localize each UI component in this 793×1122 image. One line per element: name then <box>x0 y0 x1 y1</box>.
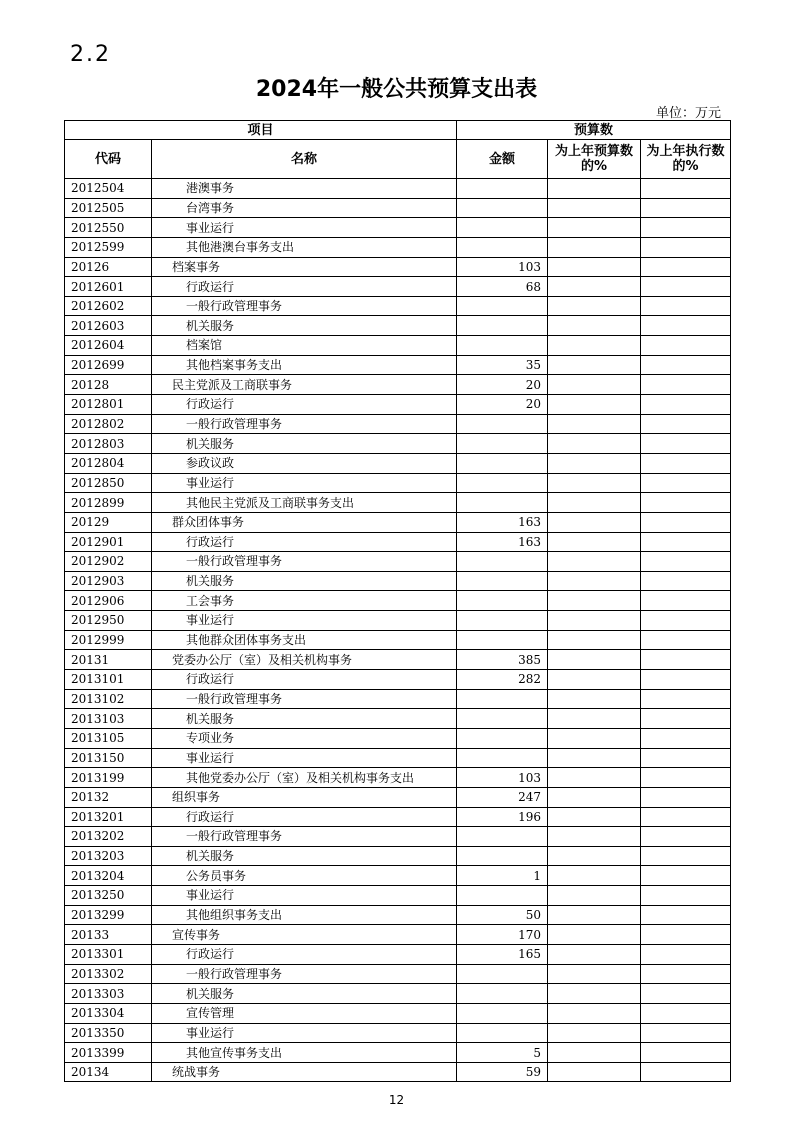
code-cell: 20134 <box>65 1062 152 1082</box>
table-body <box>65 179 731 1082</box>
name-cell: 其他宣传事务支出 <box>152 1043 457 1063</box>
pct-exec-cell <box>641 925 731 945</box>
pct-budget-cell <box>548 630 641 650</box>
table-row <box>65 846 731 866</box>
table-row <box>65 768 731 788</box>
table-row <box>65 866 731 886</box>
pct-exec-cell <box>641 866 731 886</box>
code-cell: 2013202 <box>65 827 152 847</box>
amount-cell <box>457 827 548 847</box>
header-project: 项目 <box>65 121 457 140</box>
amount-cell <box>457 493 548 513</box>
pct-budget-cell <box>548 964 641 984</box>
name-cell: 行政运行 <box>152 670 457 690</box>
pct-exec-cell <box>641 1062 731 1082</box>
name-cell: 宣传管理 <box>152 1003 457 1023</box>
pct-exec-cell <box>641 277 731 297</box>
amount-cell <box>457 748 548 768</box>
code-cell: 2012601 <box>65 277 152 297</box>
code-cell: 2013201 <box>65 807 152 827</box>
pct-budget-cell <box>548 414 641 434</box>
amount-cell <box>457 237 548 257</box>
pct-exec-cell <box>641 414 731 434</box>
table-row <box>65 591 731 611</box>
pct-budget-cell <box>548 512 641 532</box>
pct-exec-cell <box>641 493 731 513</box>
name-cell: 机关服务 <box>152 571 457 591</box>
name-cell: 事业运行 <box>152 218 457 238</box>
code-cell: 2012899 <box>65 493 152 513</box>
amount-cell: 103 <box>457 768 548 788</box>
name-cell: 台湾事务 <box>152 198 457 218</box>
pct-exec-cell <box>641 512 731 532</box>
amount-cell <box>457 571 548 591</box>
name-cell: 事业运行 <box>152 611 457 631</box>
pct-exec-cell <box>641 630 731 650</box>
table-row <box>65 944 731 964</box>
name-cell: 组织事务 <box>152 787 457 807</box>
pct-exec-cell <box>641 591 731 611</box>
name-cell: 行政运行 <box>152 807 457 827</box>
code-cell: 2013304 <box>65 1003 152 1023</box>
pct-budget-cell <box>548 984 641 1004</box>
table-row <box>65 748 731 768</box>
pct-exec-cell <box>641 905 731 925</box>
amount-cell <box>457 414 548 434</box>
pct-budget-cell <box>548 257 641 277</box>
amount-cell <box>457 453 548 473</box>
pct-budget-cell <box>548 905 641 925</box>
code-cell: 2012599 <box>65 237 152 257</box>
pct-exec-cell <box>641 237 731 257</box>
amount-cell: 163 <box>457 512 548 532</box>
code-cell: 2013204 <box>65 866 152 886</box>
table-row <box>65 984 731 1004</box>
name-cell: 一般行政管理事务 <box>152 552 457 572</box>
table-row <box>65 709 731 729</box>
pct-budget-cell <box>548 611 641 631</box>
name-cell: 群众团体事务 <box>152 512 457 532</box>
name-cell: 港澳事务 <box>152 179 457 199</box>
amount-cell <box>457 728 548 748</box>
table-row <box>65 689 731 709</box>
name-cell: 其他档案事务支出 <box>152 355 457 375</box>
code-cell: 2012901 <box>65 532 152 552</box>
table-row <box>65 375 731 395</box>
code-cell: 2013105 <box>65 728 152 748</box>
code-cell: 2013399 <box>65 1043 152 1063</box>
pct-budget-cell <box>548 787 641 807</box>
code-cell: 2012999 <box>65 630 152 650</box>
pct-budget-cell <box>548 218 641 238</box>
amount-cell <box>457 198 548 218</box>
amount-cell <box>457 434 548 454</box>
amount-cell: 103 <box>457 257 548 277</box>
code-cell: 2013350 <box>65 1023 152 1043</box>
pct-budget-cell <box>548 709 641 729</box>
section-number: 2.2 <box>70 42 111 67</box>
table-row <box>65 1043 731 1063</box>
pct-exec-cell <box>641 944 731 964</box>
name-cell: 一般行政管理事务 <box>152 827 457 847</box>
pct-exec-cell <box>641 552 731 572</box>
code-cell: 2013103 <box>65 709 152 729</box>
table-row <box>65 277 731 297</box>
pct-exec-cell <box>641 434 731 454</box>
amount-cell <box>457 846 548 866</box>
code-cell: 20132 <box>65 787 152 807</box>
name-cell: 一般行政管理事务 <box>152 964 457 984</box>
pct-budget-cell <box>548 650 641 670</box>
name-cell: 事业运行 <box>152 1023 457 1043</box>
page-number: 12 <box>388 1093 405 1107</box>
table-row <box>65 1023 731 1043</box>
name-cell: 机关服务 <box>152 709 457 729</box>
pct-exec-cell <box>641 296 731 316</box>
table-row <box>65 1003 731 1023</box>
table-row <box>65 807 731 827</box>
table-row <box>65 630 731 650</box>
code-cell: 2013101 <box>65 670 152 690</box>
name-cell: 其他港澳台事务支出 <box>152 237 457 257</box>
pct-exec-cell <box>641 964 731 984</box>
table-row <box>65 395 731 415</box>
table-row <box>65 512 731 532</box>
pct-budget-cell <box>548 552 641 572</box>
code-cell: 2013250 <box>65 886 152 906</box>
code-cell: 2012604 <box>65 336 152 356</box>
name-cell: 其他组织事务支出 <box>152 905 457 925</box>
pct-budget-cell <box>548 532 641 552</box>
amount-cell: 1 <box>457 866 548 886</box>
code-cell: 2012903 <box>65 571 152 591</box>
pct-budget-cell <box>548 198 641 218</box>
pct-budget-cell <box>548 768 641 788</box>
table-row <box>65 355 731 375</box>
table-row <box>65 453 731 473</box>
pct-budget-cell <box>548 395 641 415</box>
pct-budget-cell <box>548 473 641 493</box>
amount-cell <box>457 984 548 1004</box>
amount-cell: 59 <box>457 1062 548 1082</box>
amount-cell: 282 <box>457 670 548 690</box>
pct-exec-cell <box>641 650 731 670</box>
name-cell: 公务员事务 <box>152 866 457 886</box>
code-cell: 2013303 <box>65 984 152 1004</box>
code-cell: 2012603 <box>65 316 152 336</box>
pct-budget-cell <box>548 748 641 768</box>
name-cell: 机关服务 <box>152 434 457 454</box>
pct-budget-cell <box>548 375 641 395</box>
name-cell: 宣传事务 <box>152 925 457 945</box>
amount-cell: 165 <box>457 944 548 964</box>
name-cell: 专项业务 <box>152 728 457 748</box>
pct-budget-cell <box>548 336 641 356</box>
pct-exec-cell <box>641 395 731 415</box>
pct-exec-cell <box>641 709 731 729</box>
name-cell: 档案事务 <box>152 257 457 277</box>
pct-exec-cell <box>641 787 731 807</box>
header-budget: 预算数 <box>457 121 731 140</box>
pct-exec-cell <box>641 689 731 709</box>
pct-budget-cell <box>548 296 641 316</box>
name-cell: 党委办公厅（室）及相关机构事务 <box>152 650 457 670</box>
code-cell: 2013301 <box>65 944 152 964</box>
code-cell: 20133 <box>65 925 152 945</box>
amount-cell <box>457 316 548 336</box>
code-cell: 20126 <box>65 257 152 277</box>
name-cell: 其他党委办公厅（室）及相关机构事务支出 <box>152 768 457 788</box>
name-cell: 其他群众团体事务支出 <box>152 630 457 650</box>
pct-budget-cell <box>548 846 641 866</box>
table-row <box>65 571 731 591</box>
pct-budget-cell <box>548 355 641 375</box>
code-cell: 2012850 <box>65 473 152 493</box>
table-row <box>65 728 731 748</box>
unit-label: 单位：万元 <box>655 106 721 121</box>
pct-exec-cell <box>641 886 731 906</box>
header-pct-last-budget: 为上年预算数的% <box>548 140 641 179</box>
pct-budget-cell <box>548 434 641 454</box>
pct-budget-cell <box>548 807 641 827</box>
page-title: 2024年一般公共预算支出表 <box>255 77 538 102</box>
table-row <box>65 296 731 316</box>
pct-exec-cell <box>641 453 731 473</box>
budget-table <box>64 120 731 1082</box>
code-cell: 2012804 <box>65 453 152 473</box>
code-cell: 20129 <box>65 512 152 532</box>
pct-budget-cell <box>548 689 641 709</box>
table-row <box>65 237 731 257</box>
code-cell: 2012550 <box>65 218 152 238</box>
name-cell: 一般行政管理事务 <box>152 689 457 709</box>
pct-exec-cell <box>641 355 731 375</box>
pct-budget-cell <box>548 944 641 964</box>
pct-exec-cell <box>641 748 731 768</box>
code-cell: 2012699 <box>65 355 152 375</box>
pct-exec-cell <box>641 532 731 552</box>
pct-exec-cell <box>641 768 731 788</box>
amount-cell <box>457 630 548 650</box>
code-cell: 2012802 <box>65 414 152 434</box>
amount-cell: 170 <box>457 925 548 945</box>
table-row <box>65 414 731 434</box>
pct-budget-cell <box>548 493 641 513</box>
pct-budget-cell <box>548 571 641 591</box>
name-cell: 事业运行 <box>152 748 457 768</box>
code-cell: 2012504 <box>65 179 152 199</box>
pct-exec-cell <box>641 218 731 238</box>
table-row <box>65 964 731 984</box>
amount-cell: 20 <box>457 375 548 395</box>
pct-budget-cell <box>548 1043 641 1063</box>
name-cell: 档案馆 <box>152 336 457 356</box>
pct-budget-cell <box>548 316 641 336</box>
pct-exec-cell <box>641 827 731 847</box>
amount-cell <box>457 689 548 709</box>
amount-cell <box>457 591 548 611</box>
pct-exec-cell <box>641 375 731 395</box>
pct-budget-cell <box>548 728 641 748</box>
amount-cell: 35 <box>457 355 548 375</box>
name-cell: 工会事务 <box>152 591 457 611</box>
pct-exec-cell <box>641 1023 731 1043</box>
pct-budget-cell <box>548 179 641 199</box>
table-row <box>65 179 731 199</box>
pct-exec-cell <box>641 728 731 748</box>
table-row <box>65 787 731 807</box>
amount-cell <box>457 218 548 238</box>
name-cell: 其他民主党派及工商联事务支出 <box>152 493 457 513</box>
amount-cell: 68 <box>457 277 548 297</box>
amount-cell: 247 <box>457 787 548 807</box>
code-cell: 2013199 <box>65 768 152 788</box>
table-row <box>65 336 731 356</box>
table-row <box>65 827 731 847</box>
code-cell: 2013102 <box>65 689 152 709</box>
table-row <box>65 198 731 218</box>
pct-exec-cell <box>641 1003 731 1023</box>
pct-exec-cell <box>641 670 731 690</box>
table-row <box>65 552 731 572</box>
amount-cell <box>457 964 548 984</box>
code-cell: 2012505 <box>65 198 152 218</box>
pct-exec-cell <box>641 257 731 277</box>
code-cell: 2012902 <box>65 552 152 572</box>
amount-cell <box>457 611 548 631</box>
pct-exec-cell <box>641 473 731 493</box>
pct-budget-cell <box>548 1023 641 1043</box>
code-cell: 2012801 <box>65 395 152 415</box>
table-row <box>65 650 731 670</box>
pct-exec-cell <box>641 316 731 336</box>
table-row <box>65 316 731 336</box>
name-cell: 行政运行 <box>152 532 457 552</box>
table-row <box>65 925 731 945</box>
pct-budget-cell <box>548 670 641 690</box>
pct-exec-cell <box>641 1043 731 1063</box>
name-cell: 民主党派及工商联事务 <box>152 375 457 395</box>
code-cell: 2012602 <box>65 296 152 316</box>
pct-exec-cell <box>641 984 731 1004</box>
pct-budget-cell <box>548 866 641 886</box>
pct-budget-cell <box>548 453 641 473</box>
code-cell: 2012906 <box>65 591 152 611</box>
pct-budget-cell <box>548 277 641 297</box>
table-row <box>65 886 731 906</box>
amount-cell <box>457 1003 548 1023</box>
table-row <box>65 218 731 238</box>
pct-exec-cell <box>641 179 731 199</box>
amount-cell <box>457 473 548 493</box>
name-cell: 统战事务 <box>152 1062 457 1082</box>
table-row <box>65 670 731 690</box>
pct-exec-cell <box>641 611 731 631</box>
amount-cell: 196 <box>457 807 548 827</box>
table-row <box>65 532 731 552</box>
header-code: 代码 <box>65 140 152 179</box>
table-row <box>65 611 731 631</box>
pct-exec-cell <box>641 807 731 827</box>
code-cell: 2013203 <box>65 846 152 866</box>
name-cell: 行政运行 <box>152 395 457 415</box>
table-row <box>65 434 731 454</box>
amount-cell: 20 <box>457 395 548 415</box>
code-cell: 2012803 <box>65 434 152 454</box>
code-cell: 2013150 <box>65 748 152 768</box>
amount-cell: 163 <box>457 532 548 552</box>
name-cell: 一般行政管理事务 <box>152 414 457 434</box>
pct-budget-cell <box>548 237 641 257</box>
header-pct-last-exec: 为上年执行数的% <box>641 140 731 179</box>
pct-budget-cell <box>548 827 641 847</box>
pct-budget-cell <box>548 1062 641 1082</box>
name-cell: 参政议政 <box>152 453 457 473</box>
code-cell: 2012950 <box>65 611 152 631</box>
header-name: 名称 <box>152 140 457 179</box>
code-cell: 20128 <box>65 375 152 395</box>
amount-cell: 50 <box>457 905 548 925</box>
name-cell: 行政运行 <box>152 944 457 964</box>
name-cell: 机关服务 <box>152 846 457 866</box>
amount-cell <box>457 709 548 729</box>
name-cell: 行政运行 <box>152 277 457 297</box>
pct-exec-cell <box>641 198 731 218</box>
pct-budget-cell <box>548 886 641 906</box>
amount-cell <box>457 336 548 356</box>
pct-budget-cell <box>548 1003 641 1023</box>
code-cell: 2013302 <box>65 964 152 984</box>
amount-cell: 5 <box>457 1043 548 1063</box>
pct-exec-cell <box>641 571 731 591</box>
name-cell: 事业运行 <box>152 473 457 493</box>
name-cell: 事业运行 <box>152 886 457 906</box>
table-row <box>65 473 731 493</box>
amount-cell <box>457 552 548 572</box>
amount-cell <box>457 179 548 199</box>
name-cell: 一般行政管理事务 <box>152 296 457 316</box>
name-cell: 机关服务 <box>152 984 457 1004</box>
table-row <box>65 493 731 513</box>
pct-exec-cell <box>641 846 731 866</box>
code-cell: 20131 <box>65 650 152 670</box>
name-cell: 机关服务 <box>152 316 457 336</box>
amount-cell <box>457 1023 548 1043</box>
header-amount: 金额 <box>457 140 548 179</box>
pct-budget-cell <box>548 591 641 611</box>
amount-cell: 385 <box>457 650 548 670</box>
amount-cell <box>457 886 548 906</box>
table-row <box>65 1062 731 1082</box>
amount-cell <box>457 296 548 316</box>
pct-exec-cell <box>641 336 731 356</box>
table-row <box>65 905 731 925</box>
code-cell: 2013299 <box>65 905 152 925</box>
pct-budget-cell <box>548 925 641 945</box>
table-row <box>65 257 731 277</box>
